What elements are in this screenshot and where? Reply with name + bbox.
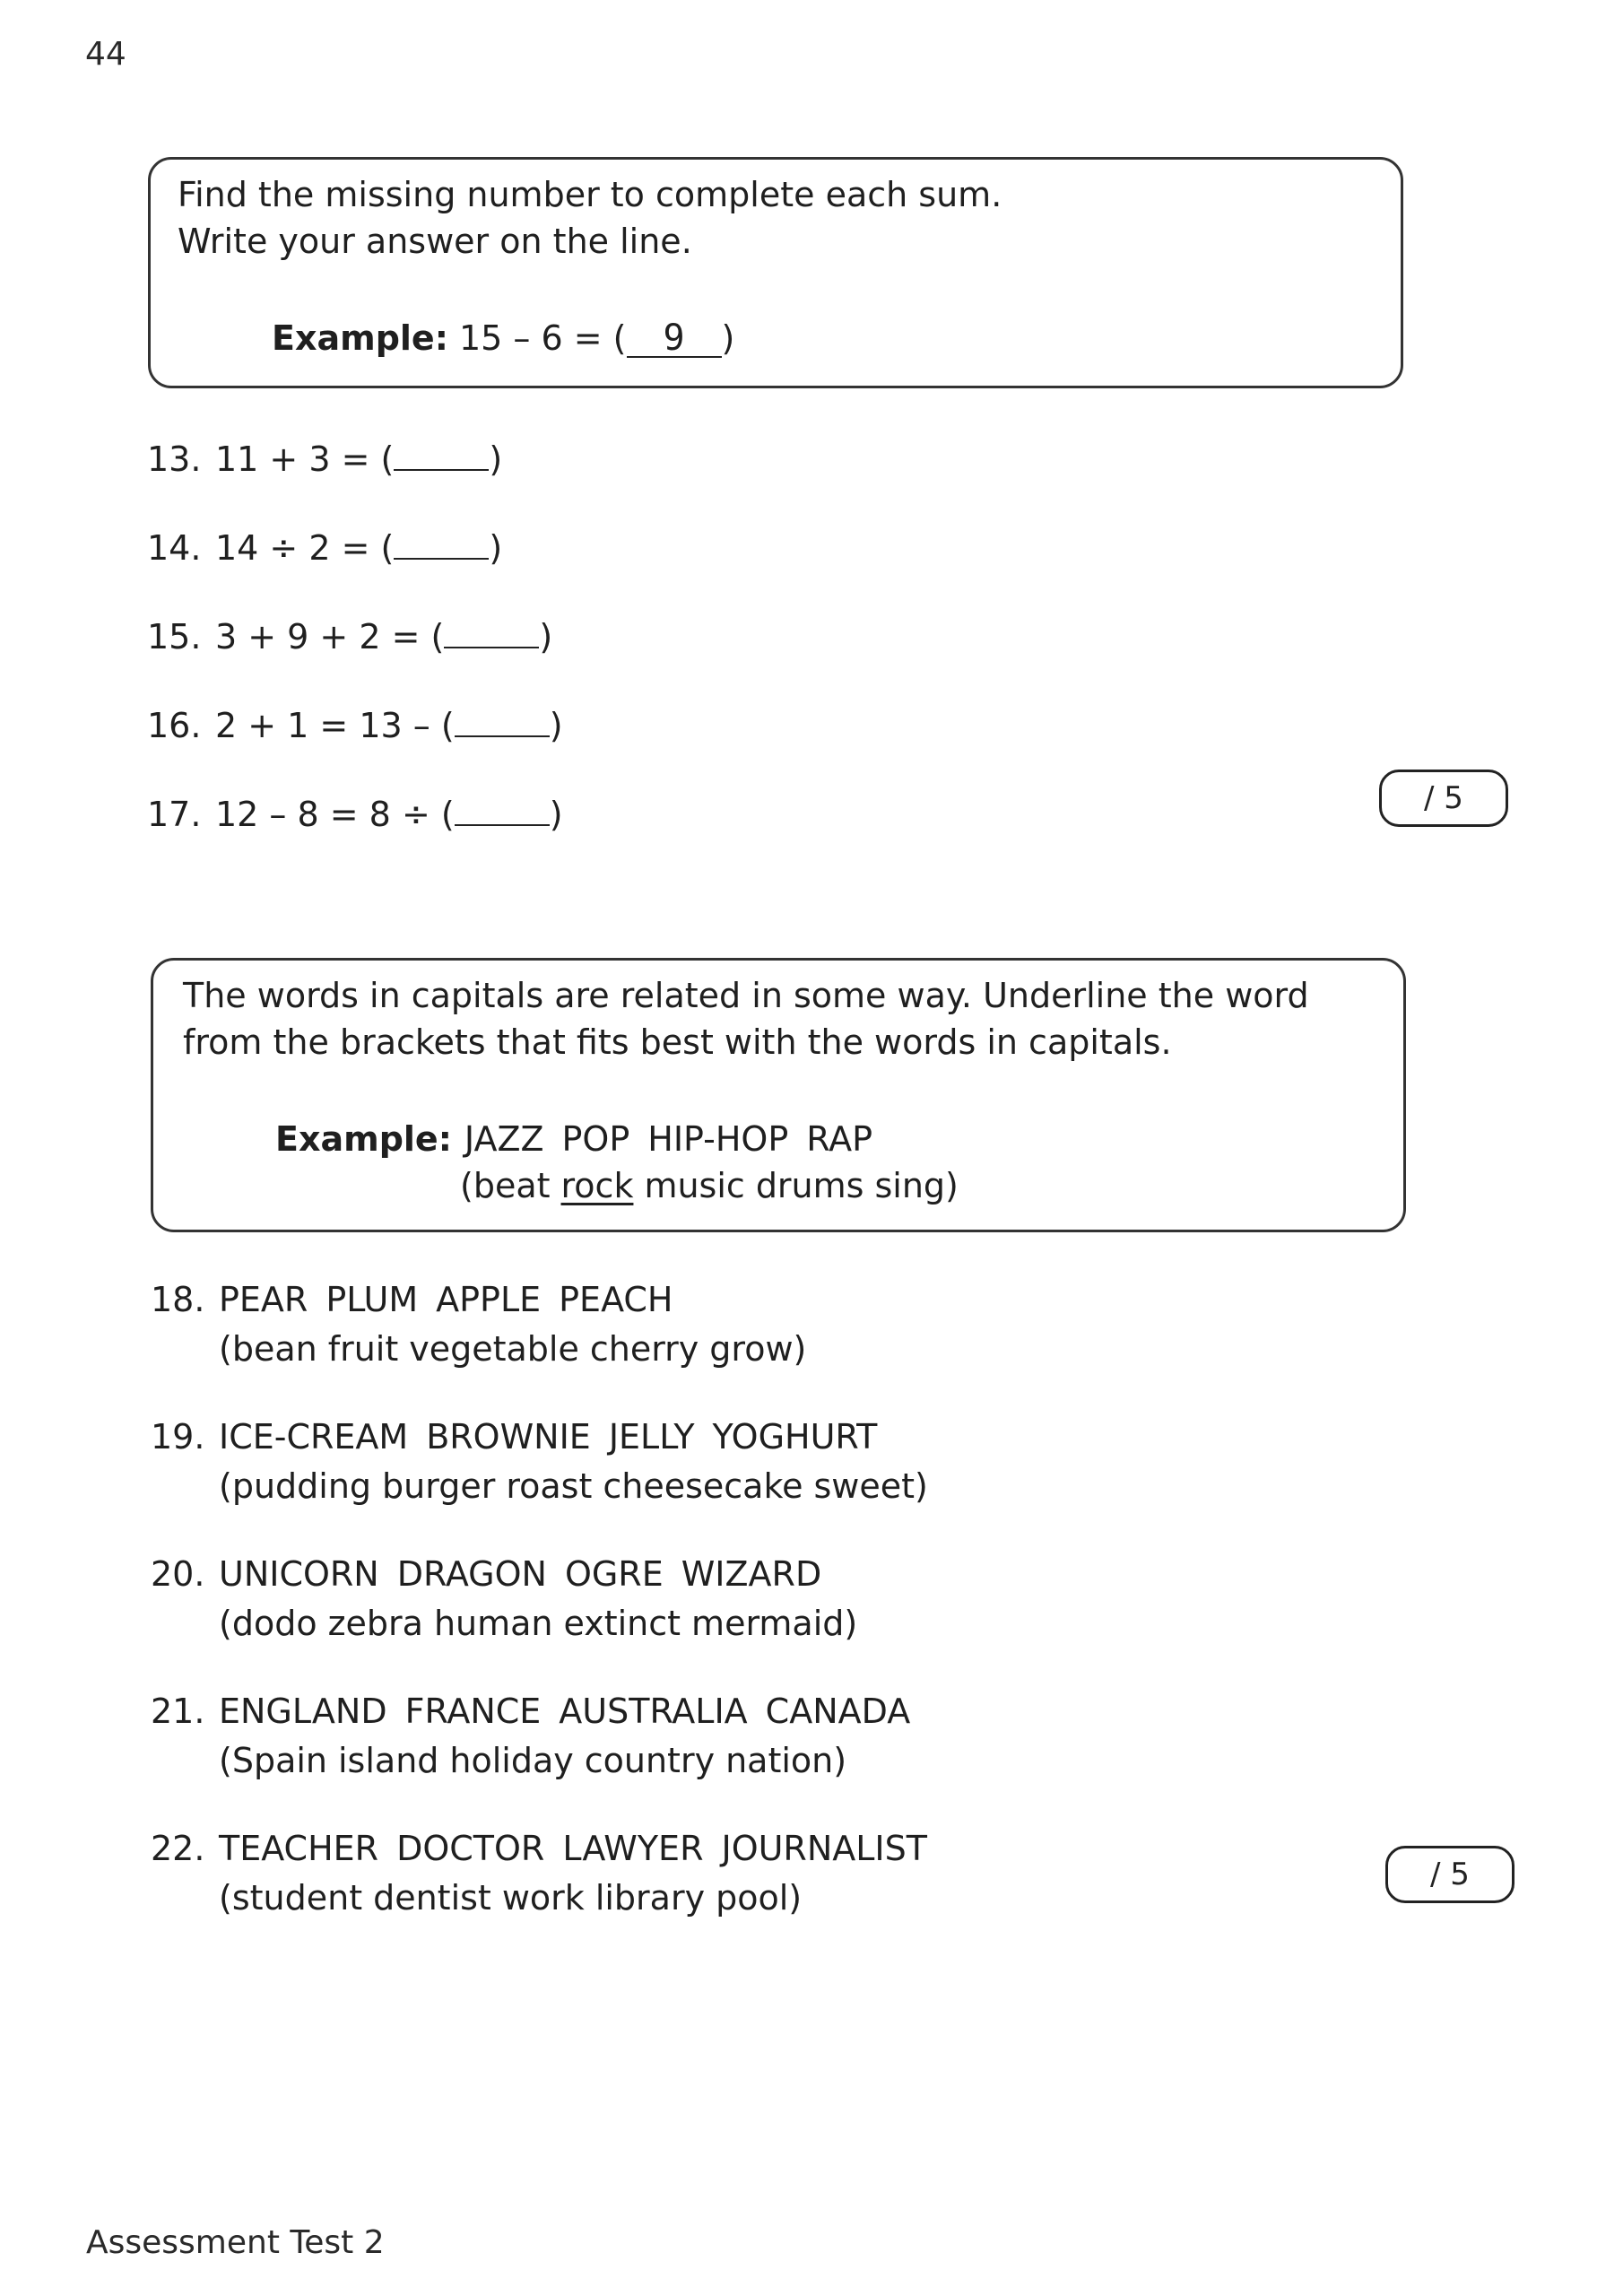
example-label: Example: — [272, 318, 448, 358]
example-underlined-answer: rock — [560, 1166, 634, 1205]
question-21: 21. ENGLAND FRANCE AUSTRALIA CANADA — [151, 1692, 911, 1731]
option[interactable]: student — [231, 1878, 363, 1918]
question-22-options: (student dentist work library pool) — [219, 1878, 803, 1918]
question-17: 17. 12 – 8 = 8 ÷ ( ) — [147, 795, 563, 834]
instruction-line-2: from the brackets that fits best with the words in capitals. — [183, 1022, 1172, 1062]
option[interactable]: country — [584, 1741, 716, 1780]
question-14: 14. 14 ÷ 2 = ( ) — [147, 528, 503, 568]
option[interactable]: mermaid — [691, 1604, 845, 1643]
example-arithmetic — [272, 318, 734, 358]
option[interactable]: cherry — [589, 1329, 699, 1369]
instruction-line-1: Find the missing number to complete each sum. — [178, 175, 1002, 214]
option[interactable]: dentist — [373, 1878, 491, 1918]
option[interactable]: vegetable — [409, 1329, 579, 1369]
option[interactable]: cheesecake — [603, 1466, 803, 1506]
option[interactable]: zebra — [327, 1604, 423, 1643]
example-label: Example: — [275, 1119, 452, 1159]
score-box-section-2: / 5 — [1385, 1846, 1515, 1903]
option[interactable]: human — [433, 1604, 553, 1643]
answer-blank[interactable] — [444, 647, 539, 648]
question-18-options: (bean fruit vegetable cherry grow) — [219, 1329, 807, 1369]
question-20: 20. UNICORN DRAGON OGRE WIZARD — [151, 1554, 822, 1594]
question-15: 15. 3 + 9 + 2 = ( ) — [147, 617, 553, 657]
option[interactable]: sweet — [813, 1466, 916, 1506]
option[interactable]: nation — [725, 1741, 834, 1780]
answer-blank[interactable] — [394, 469, 489, 471]
question-22: 22. TEACHER DOCTOR LAWYER JOURNALIST — [151, 1829, 927, 1868]
option[interactable]: grow — [709, 1329, 794, 1369]
option[interactable]: bean — [231, 1329, 317, 1369]
footer-title: Assessment Test 2 — [86, 2224, 385, 2261]
example-options: (beat rock music drums sing) — [460, 1166, 959, 1205]
question-13: 13. 11 + 3 = ( ) — [147, 439, 503, 479]
question-21-options: (Spain island holiday country nation) — [219, 1741, 847, 1780]
instruction-line-2: Write your answer on the line. — [178, 222, 692, 261]
question-19: 19. ICE-CREAM BROWNIE JELLY YOGHURT — [151, 1417, 878, 1457]
question-19-options: (pudding burger roast cheesecake sweet) — [219, 1466, 928, 1506]
example-close-paren: ) — [721, 318, 735, 358]
answer-blank[interactable] — [455, 824, 550, 826]
instruction-line-1: The words in capitals are related in some way. Underline the word — [183, 976, 1309, 1015]
example-answer: 9 — [627, 320, 722, 358]
option[interactable]: pool — [716, 1878, 789, 1918]
option[interactable]: holiday — [449, 1741, 574, 1780]
option[interactable]: burger — [382, 1466, 496, 1506]
option[interactable]: pudding — [231, 1466, 372, 1506]
option[interactable]: roast — [506, 1466, 593, 1506]
question-16: 16. 2 + 1 = 13 – ( ) — [147, 706, 563, 745]
option[interactable]: dodo — [231, 1604, 317, 1643]
answer-blank[interactable] — [394, 558, 489, 560]
page-number: 44 — [85, 36, 126, 73]
option[interactable]: library — [595, 1878, 706, 1918]
answer-blank[interactable] — [455, 735, 550, 737]
option[interactable]: fruit — [327, 1329, 399, 1369]
score-box-section-1: / 5 — [1379, 770, 1508, 827]
question-18: 18. PEAR PLUM APPLE PEACH — [151, 1280, 673, 1319]
option[interactable]: Spain — [231, 1741, 327, 1780]
example-expression: 15 – 6 = ( — [459, 318, 627, 358]
question-20-options: (dodo zebra human extinct mermaid) — [219, 1604, 858, 1643]
option[interactable]: extinct — [563, 1604, 681, 1643]
option[interactable]: work — [501, 1878, 585, 1918]
example-words: Example: JAZZ POP HIP-HOP RAP — [275, 1119, 873, 1159]
option[interactable]: island — [338, 1741, 439, 1780]
